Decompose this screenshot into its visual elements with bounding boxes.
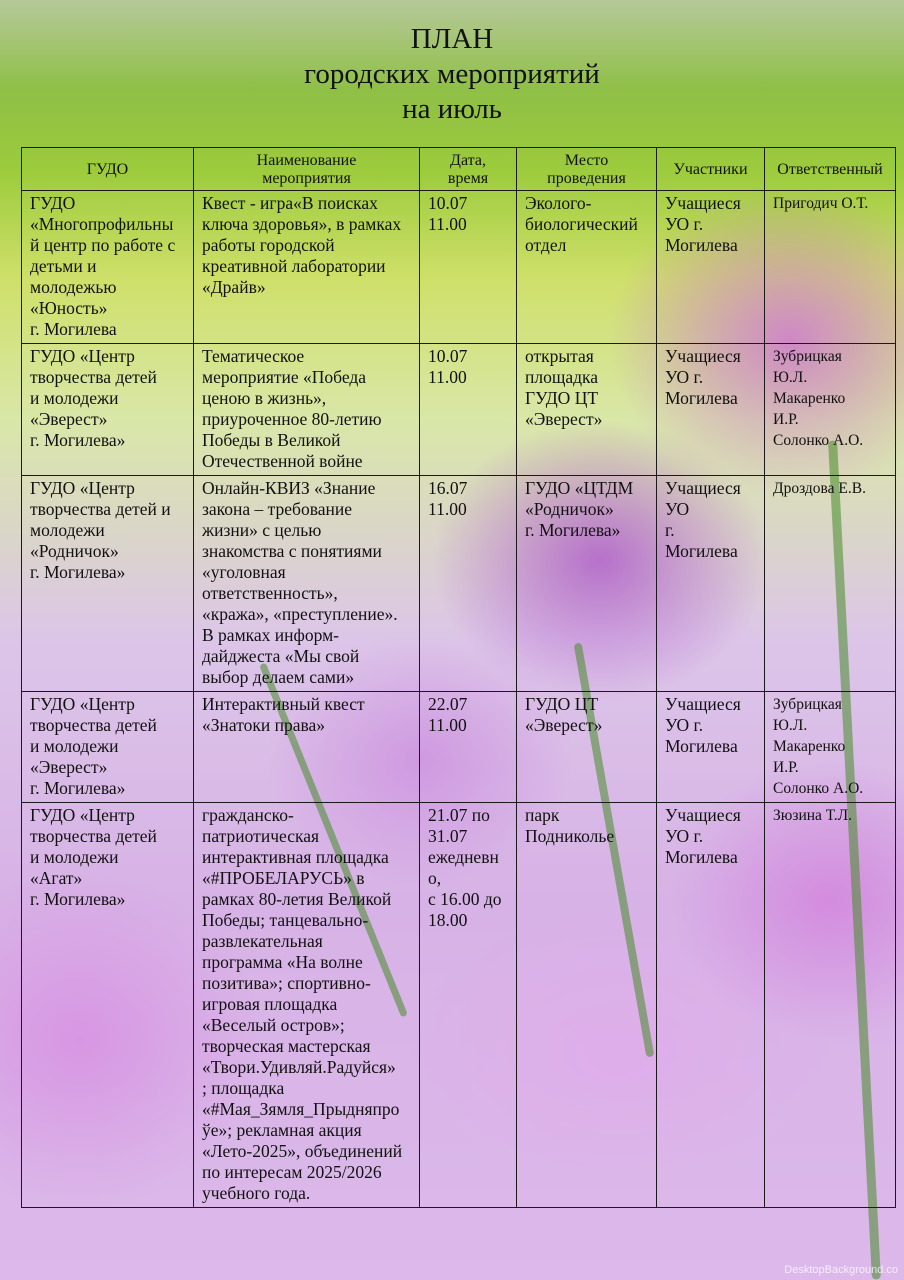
events-plan-table: [21, 147, 896, 1208]
cell-gudo: ГУДО «Центр творчества детей и молодежи «Эверест» г. Могилева»: [22, 692, 194, 803]
cell-place: открытая площадка ГУДО ЦТ «Эверест»: [517, 344, 657, 476]
table-row: [22, 344, 896, 476]
cell-participants: Учащиеся УО г. Могилева: [657, 191, 765, 344]
header-gudo: ГУДО: [22, 148, 194, 191]
cell-date-time: 10.07 11.00: [420, 191, 517, 344]
cell-event-name: Тематическое мероприятие «Победа ценою в жизнь», приуроченное 80-летию Победы в Великой Отечественной войне: [194, 344, 420, 476]
cell-date-time: 21.07 по 31.07 ежедневн о, с 16.00 до 18.00: [420, 803, 517, 1208]
table-row: [22, 692, 896, 803]
watermark: DesktopBackground.co: [784, 1264, 898, 1276]
cell-gudo: ГУДО «Центр творчества детей и молодежи «Агат» г. Могилева»: [22, 803, 194, 1208]
cell-participants: Учащиеся УО г. Могилева: [657, 692, 765, 803]
cell-gudo: ГУДО «Многопрофильны й центр по работе с детьми и молодежью «Юность» г. Могилева: [22, 191, 194, 344]
cell-responsible: Дроздова Е.В.: [765, 476, 896, 692]
header-responsible: Ответственный: [765, 148, 896, 191]
table-row: [22, 191, 896, 344]
header-participants: Участники: [657, 148, 765, 191]
cell-date-time: 10.07 11.00: [420, 344, 517, 476]
title-line-2: городских мероприятий: [304, 58, 600, 90]
table-header-row: [22, 148, 896, 191]
cell-event-name: гражданско- патриотическая интерактивная площадка «#ПРОБЕЛАРУСЬ» в рамках 80-летия Великой Победы; танцевально- развлекательная программа «На волне позитива»; спортивно- игровая площадка «Веселый остров»; творческая мастерская «Твори.Удивляй.Радуйся» ; площадка «#Мая_Зямля_Прыдняпро ўе»; рекламная акция «Лето-2025», объединений по интересам 2025/2026 учебного года.: [194, 803, 420, 1208]
cell-responsible: Пригодич О.Т.: [765, 191, 896, 344]
cell-participants: Учащиеся УО г. Могилева: [657, 344, 765, 476]
cell-responsible: Зубрицкая Ю.Л. Макаренко И.Р. Солонко А.О.: [765, 344, 896, 476]
cell-gudo: ГУДО «Центр творчества детей и молодежи «Эверест» г. Могилева»: [22, 344, 194, 476]
cell-participants: Учащиеся УО г. Могилева: [657, 476, 765, 692]
header-place: Место проведения: [517, 148, 657, 191]
title-line-1: ПЛАН: [410, 23, 494, 55]
cell-responsible: Зюзина Т.Л.: [765, 803, 896, 1208]
title-line-3: на июль: [402, 93, 502, 125]
document-title: [0, 22, 904, 127]
cell-event-name: Интерактивный квест «Знатоки права»: [194, 692, 420, 803]
cell-place: ГУДО ЦТ «Эверест»: [517, 692, 657, 803]
cell-event-name: Онлайн-КВИЗ «Знание закона – требование жизни» с целью знакомства с понятиями «уголовная ответственность», «кража», «преступление». В рамках информ- дайджеста «Мы свой выбор делаем сами»: [194, 476, 420, 692]
cell-responsible: Зубрицкая Ю.Л. Макаренко И.Р. Солонко А.О.: [765, 692, 896, 803]
cell-gudo: ГУДО «Центр творчества детей и молодежи «Родничок» г. Могилева»: [22, 476, 194, 692]
cell-place: ГУДО «ЦТДМ «Родничок» г. Могилева»: [517, 476, 657, 692]
cell-place: парк Подниколье: [517, 803, 657, 1208]
cell-date-time: 22.07 11.00: [420, 692, 517, 803]
cell-date-time: 16.07 11.00: [420, 476, 517, 692]
cell-event-name: Квест - игра«В поисках ключа здоровья», в рамках работы городской креативной лаборатории «Драйв»: [194, 191, 420, 344]
table-row: [22, 803, 896, 1208]
header-event-name: Наименование мероприятия: [194, 148, 420, 191]
cell-place: Эколого- биологический отдел: [517, 191, 657, 344]
cell-participants: Учащиеся УО г. Могилева: [657, 803, 765, 1208]
table-row: [22, 476, 896, 692]
header-date-time: Дата, время: [420, 148, 517, 191]
